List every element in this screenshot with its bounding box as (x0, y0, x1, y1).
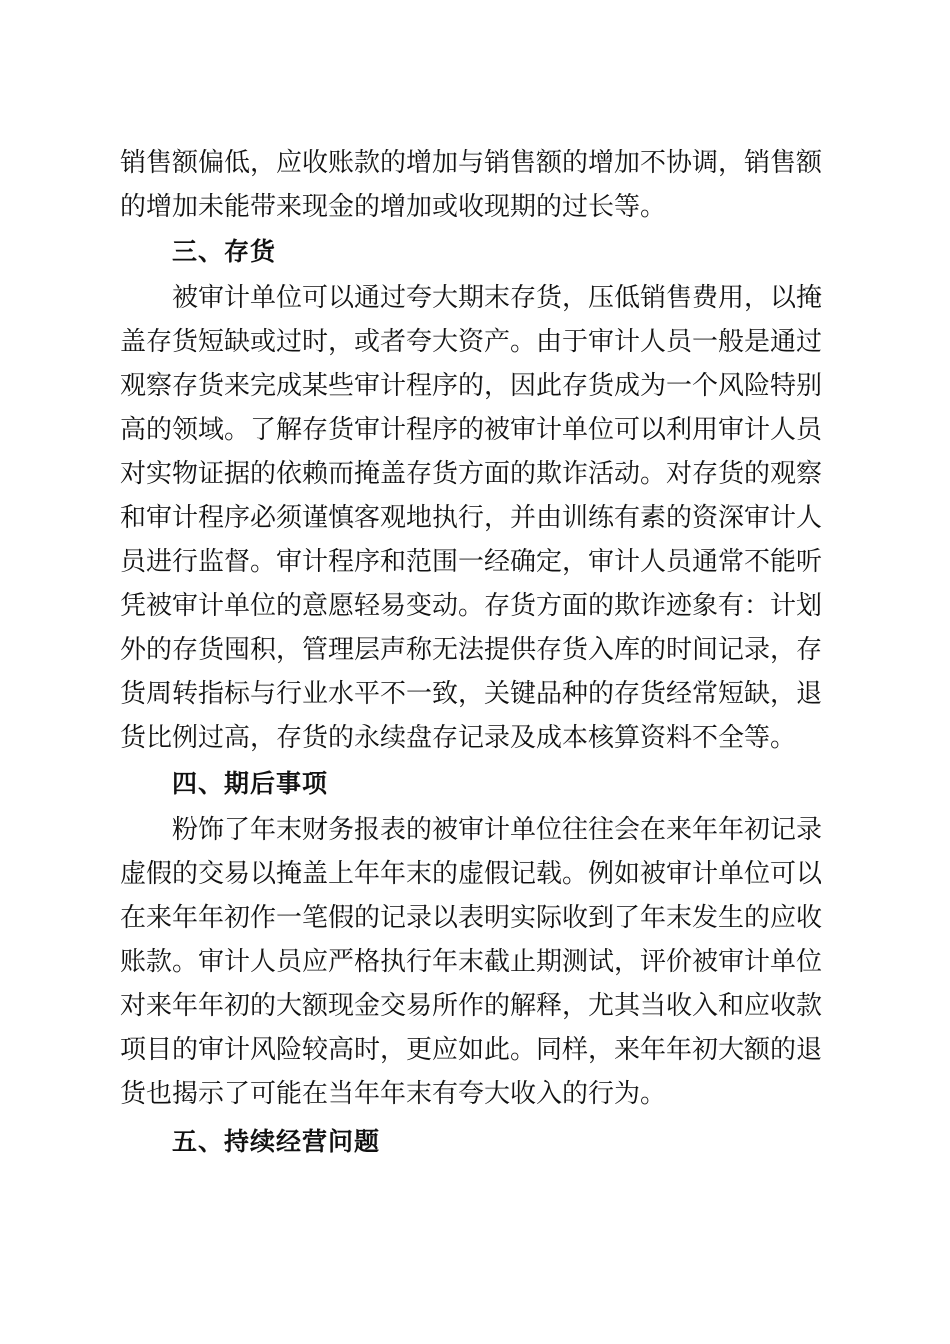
paragraph-line: 对实物证据的依赖而掩盖存货方面的欺诈活动。对存货的观察 (120, 459, 823, 489)
paragraph-line: 外的存货囤积，管理层声称无法提供存货入库的时间记录，存 (120, 635, 823, 665)
paragraph-line: 销售额偏低，应收账款的增加与销售额的增加不协调，销售额 (120, 148, 823, 178)
paragraph-line: 项目的审计风险较高时，更应如此。同样，来年年初大额的退 (120, 1035, 823, 1065)
section-heading-inventory: 三、存货 (172, 237, 277, 266)
paragraph-line: 货比例过高，存货的永续盘存记录及成本核算资料不全等。 (120, 723, 797, 753)
paragraph-line: 对来年年初的大额现金交易所作的解释，尤其当收入和应收款 (120, 991, 823, 1021)
paragraph-line: 账款。审计人员应严格执行年末截止期测试，评价被审计单位 (120, 947, 823, 977)
paragraph-line: 货周转指标与行业水平不一致，关键品种的存货经常短缺，退 (120, 679, 823, 709)
paragraph-line: 凭被审计单位的意愿轻易变动。存货方面的欺诈迹象有：计划 (120, 591, 823, 621)
paragraph-line: 和审计程序必须谨慎客观地执行，并由训练有素的资深审计人 (120, 503, 823, 533)
paragraph-line: 货也揭示了可能在当年年末有夸大收入的行为。 (120, 1079, 667, 1109)
paragraph-line: 虚假的交易以掩盖上年年末的虚假记载。例如被审计单位可以 (120, 859, 823, 889)
paragraph-line: 高的领域。了解存货审计程序的被审计单位可以利用审计人员 (120, 415, 823, 445)
paragraph-line: 员进行监督。审计程序和范围一经确定，审计人员通常不能听 (120, 547, 823, 577)
paragraph-line: 盖存货短缺或过时，或者夸大资产。由于审计人员一般是通过 (120, 327, 823, 357)
paragraph-line: 观察存货来完成某些审计程序的，因此存货成为一个风险特别 (120, 371, 823, 401)
paragraph-line: 在来年年初作一笔假的记录以表明实际收到了年末发生的应收 (120, 903, 823, 933)
paragraph-line: 的增加未能带来现金的增加或收现期的过长等。 (120, 192, 667, 222)
section-heading-going-concern: 五、持续经营问题 (172, 1127, 381, 1156)
paragraph-line: 被审计单位可以通过夸大期末存货，压低销售费用，以掩 (172, 283, 823, 313)
paragraph-line: 粉饰了年末财务报表的被审计单位往往会在来年年初记录 (172, 815, 823, 845)
section-heading-subsequent-events: 四、期后事项 (172, 769, 329, 798)
